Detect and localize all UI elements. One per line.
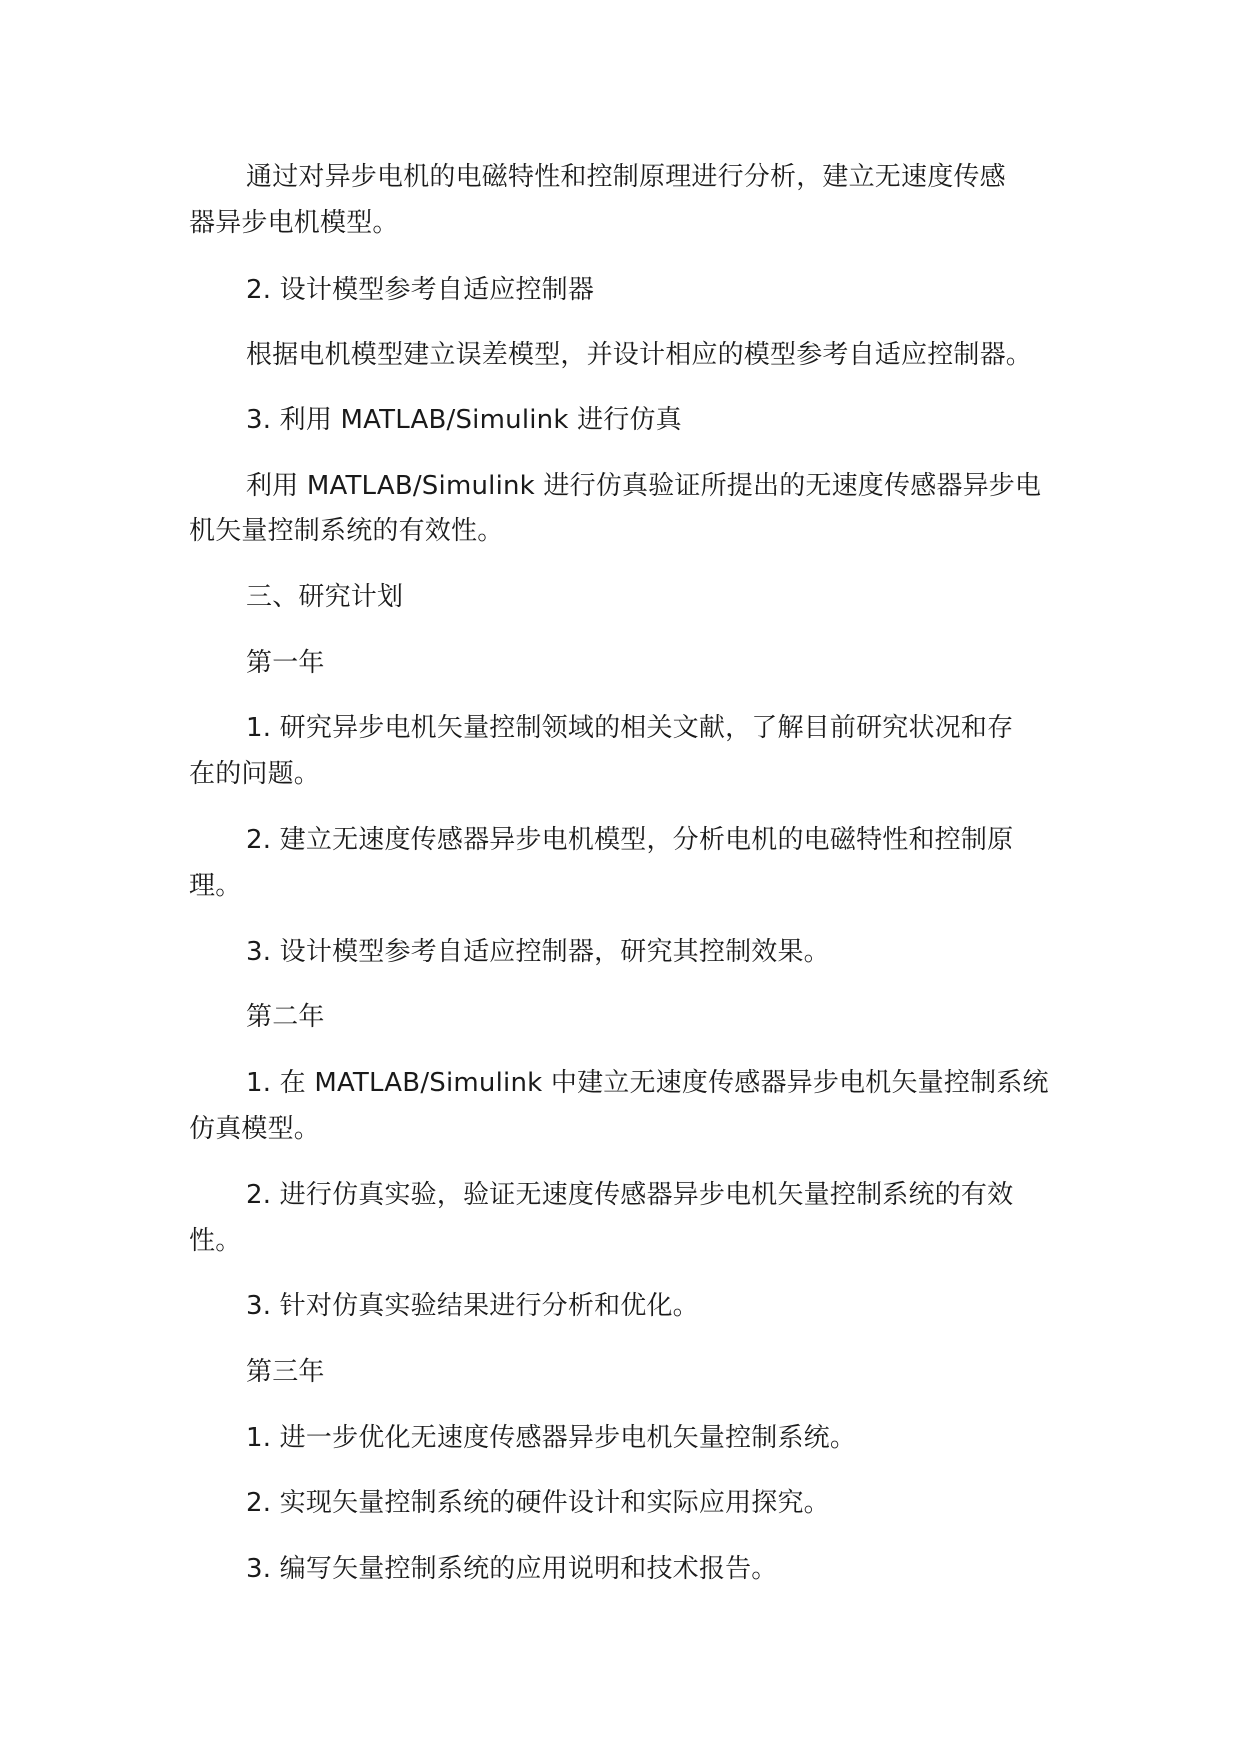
text-line: 在的问题。 [189, 759, 321, 789]
section-heading: 三、研究计划 [246, 582, 404, 612]
list-item: 2. 进行仿真实验，验证无速度传感器异步电机矢量控制系统的有效 [246, 1180, 1014, 1210]
text-line: 根据电机模型建立误差模型，并设计相应的模型参考自适应控制器。 [246, 340, 1033, 370]
year-heading: 第二年 [246, 1002, 325, 1032]
text-line: 利用 MATLAB/Simulink 进行仿真验证所提出的无速度传感器异步电 [246, 471, 1042, 501]
list-item: 1. 在 MATLAB/Simulink 中建立无速度传感器异步电机矢量控制系统 [246, 1068, 1049, 1098]
list-item: 1. 进一步优化无速度传感器异步电机矢量控制系统。 [246, 1423, 857, 1453]
text-line: 仿真模型。 [189, 1114, 321, 1144]
text-line: 机矢量控制系统的有效性。 [189, 516, 504, 546]
year-heading: 第一年 [246, 648, 325, 678]
text-line: 器异步电机模型。 [189, 208, 399, 238]
text-line: 理。 [189, 871, 242, 901]
text-line: 性。 [189, 1226, 242, 1256]
list-item: 2. 建立无速度传感器异步电机模型，分析电机的电磁特性和控制原 [246, 825, 1014, 855]
list-item: 3. 编写矢量控制系统的应用说明和技术报告。 [246, 1554, 778, 1584]
list-item: 1. 研究异步电机矢量控制领域的相关文献，了解目前研究状况和存 [246, 713, 1014, 743]
year-heading: 第三年 [246, 1357, 325, 1387]
section-item-heading: 2. 设计模型参考自适应控制器 [246, 275, 595, 305]
section-item-heading: 3. 利用 MATLAB/Simulink 进行仿真 [246, 405, 682, 435]
list-item: 3. 设计模型参考自适应控制器，研究其控制效果。 [246, 937, 830, 967]
list-item: 2. 实现矢量控制系统的硬件设计和实际应用探究。 [246, 1488, 830, 1518]
list-item: 3. 针对仿真实验结果进行分析和优化。 [246, 1291, 699, 1321]
text-line: 通过对异步电机的电磁特性和控制原理进行分析，建立无速度传感 [246, 162, 1006, 192]
